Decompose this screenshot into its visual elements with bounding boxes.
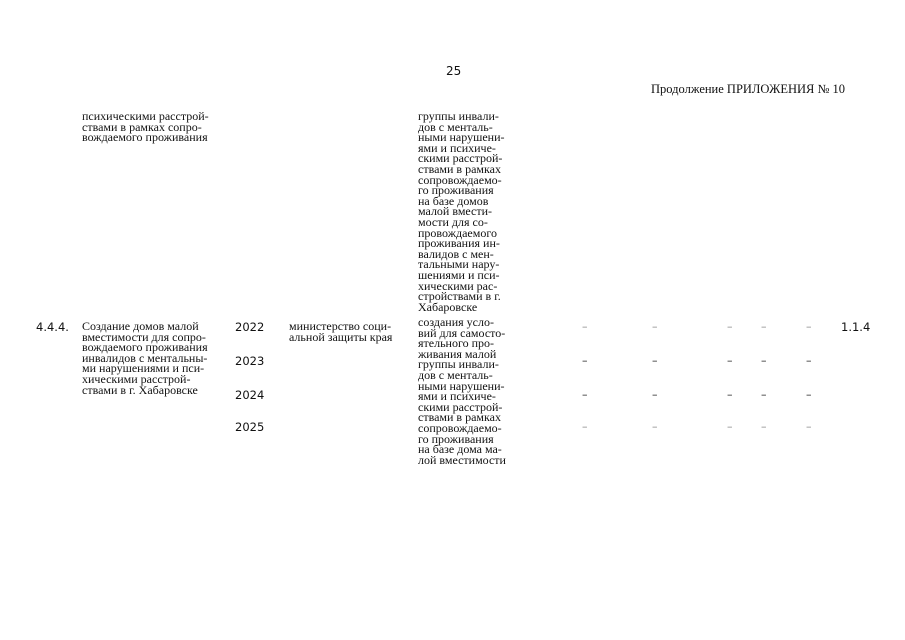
row-indicator-link: 1.1.4	[841, 320, 871, 334]
row-number: 4.4.4.	[36, 320, 69, 334]
funding-cell: –	[652, 354, 658, 367]
row-activity-name: Создание домов малой вместимости для сопро- вождаемого проживания инвалидов с ментальны- ми нарушениями и пси- хическими расстрой- ствами в г. Хабаровске	[82, 319, 208, 397]
funding-cell: –	[761, 388, 767, 401]
funding-cell: –	[727, 354, 733, 367]
funding-cell: –	[761, 354, 767, 367]
funding-cell: –	[761, 320, 767, 333]
funding-cell: –	[727, 320, 733, 333]
row-expected-result: создания усло- вий для самосто- ятельного про- живания малой группы инвали- дов с менталь- ными нарушени- ями и психиче- скими расстрой- ствами в рамках сопровождаемо- го проживания на базе дома ма- лой вместимости	[418, 315, 506, 467]
funding-cell: –	[652, 320, 658, 333]
appendix-continuation-header: Продолжение ПРИЛОЖЕНИЯ № 10	[651, 82, 846, 96]
funding-cell: –	[727, 388, 733, 401]
funding-cell: –	[727, 420, 733, 433]
prev-row-result-tail: группы инвали- дов с менталь- ными нарушени- ями и психиче- скими расстрой- ствами в рамках сопровождаемо- го проживания на базе домов малой вмести- мости для со- провождаемого проживания ин- валидов с мен- тальными нару- шениями и пси- хическими рас- стройствами в г. Хабаровске	[418, 109, 505, 314]
funding-cell: –	[652, 420, 658, 433]
funding-cell: –	[582, 354, 588, 367]
funding-cell: –	[806, 354, 812, 367]
row-year-2022: 2022	[235, 320, 265, 334]
funding-cell: –	[761, 420, 767, 433]
funding-cell: –	[652, 388, 658, 401]
funding-cell: –	[582, 420, 588, 433]
row-year-2023: 2023	[235, 354, 265, 368]
row-executor: министерство соци- альной защиты края	[289, 319, 393, 344]
row-year-2024: 2024	[235, 388, 265, 402]
funding-cell: –	[582, 320, 588, 333]
funding-cell: –	[806, 320, 812, 333]
prev-row-name-tail: психическими расстрой- ствами в рамках сопро- вождаемого проживания	[82, 109, 209, 145]
row-year-2025: 2025	[235, 420, 265, 434]
page-number: 25	[446, 64, 462, 78]
funding-cell: –	[806, 420, 812, 433]
funding-cell: –	[806, 388, 812, 401]
funding-cell: –	[582, 388, 588, 401]
